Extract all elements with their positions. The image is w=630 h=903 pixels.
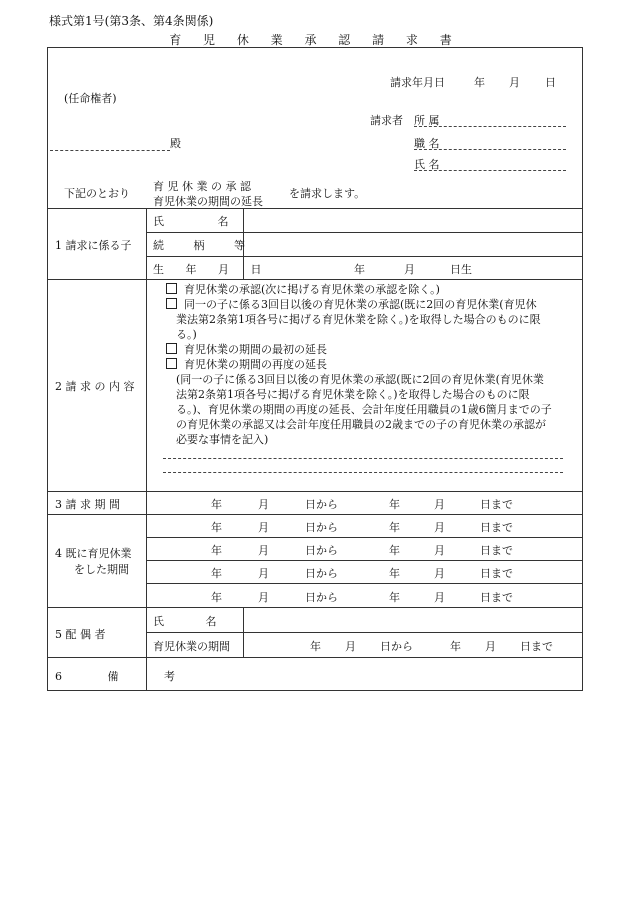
s4-from-year: 年 [211, 591, 222, 604]
s4-from-day: 日から [305, 544, 338, 557]
s4-from-month: 月 [258, 591, 269, 604]
s3-from-day: 日から [305, 498, 338, 511]
circumstance-note-5: 必要な事情を記入) [176, 433, 269, 446]
s4-to-year: 年 [389, 567, 400, 580]
s5-subcolumn-divider [243, 607, 244, 657]
s4-from-day: 日から [305, 521, 338, 534]
request-date-day: 日 [545, 76, 556, 89]
divider-s1-a [146, 232, 583, 233]
affiliation-line[interactable] [414, 126, 566, 127]
addressee-line[interactable] [50, 150, 170, 151]
s6-label: 6 備 考 [55, 670, 175, 683]
s4-to-day: 日まで [480, 567, 513, 580]
addressee-suffix: 殿 [170, 137, 181, 150]
s5-from-year: 年 [310, 640, 321, 653]
s5-leave-period-label: 育児休業の期間 [153, 640, 230, 653]
s4-to-month: 月 [434, 521, 445, 534]
divider-s4-b [146, 560, 583, 561]
s4-from-month: 月 [258, 544, 269, 557]
option-third-approval-line2: 業法第2条第1項各号に掲げる育児休業を除く。)を取得した場合のものに限 [176, 313, 541, 326]
s4-from-month: 月 [258, 567, 269, 580]
circumstance-note-2: 法第2条第1項各号に掲げる育児休業を除く。)を取得した場合のものに限 [176, 388, 530, 401]
s1-birth-year: 年 [354, 263, 365, 276]
s4-to-day: 日まで [480, 591, 513, 604]
circumstance-note-1: (同一の子に係る3回目以後の育児休業の承認(既に2回の育児休業(育児休業 [176, 373, 544, 386]
option-approval-text: 育児休業の承認(次に掲げる育児休業の承認を除く。) [184, 283, 440, 296]
s1-birth-label: 生 年 月 日 [153, 263, 268, 276]
option-third-approval-text: 同一の子に係る3回目以後の育児休業の承認(既に2回の育児休業(育児休 [184, 298, 537, 311]
s4-to-year: 年 [389, 591, 400, 604]
s5-from-month: 月 [345, 640, 356, 653]
option-first-extension-checkbox[interactable] [166, 343, 177, 354]
option-second-extension[interactable] [166, 356, 327, 372]
option-second-extension-checkbox[interactable] [166, 358, 177, 369]
s4-label-line1: 4 既に育児休業 [55, 547, 132, 560]
s1-relation-label: 続 柄 等 [153, 239, 251, 252]
intro-text: 下記のとおり [64, 187, 130, 200]
closing-text: を請求します。 [289, 187, 366, 200]
affiliation-label: 所 属 [414, 114, 440, 127]
s4-to-month: 月 [434, 544, 445, 557]
form-number: 様式第1号(第3条、第4条関係) [49, 14, 214, 28]
s3-label: 3 請 求 期 間 [55, 498, 120, 511]
circumstance-note-3: る。)、育児休業の期間の再度の延長、会計年度任用職員の1歳6箇月までの子 [176, 403, 552, 416]
form-title: 育 児 休 業 承 認 請 求 書 [169, 33, 461, 47]
s1-birth-month: 月 [404, 263, 415, 276]
label-column-divider [146, 208, 147, 691]
divider-s4-c [146, 583, 583, 584]
divider-s1-end [47, 279, 583, 280]
request-date-label: 請求年月日 [390, 76, 445, 89]
s3-to-day: 日まで [480, 498, 513, 511]
divider-s1-b [146, 256, 583, 257]
option-approval[interactable] [166, 281, 440, 297]
divider-s4-a [146, 537, 583, 538]
divider-s2-end [47, 491, 583, 492]
appointing-authority: (任命権者) [64, 92, 117, 105]
s4-from-year: 年 [211, 567, 222, 580]
s4-to-month: 月 [434, 591, 445, 604]
s4-from-day: 日から [305, 591, 338, 604]
s4-label-line2: をした期間 [74, 563, 129, 576]
s1-birth-day: 日生 [450, 263, 472, 276]
s5-name-label: 氏 名 [153, 615, 217, 628]
s4-from-year: 年 [211, 521, 222, 534]
s4-from-day: 日から [305, 567, 338, 580]
s3-to-year: 年 [389, 498, 400, 511]
option-first-extension-text: 育児休業の期間の最初の延長 [184, 343, 327, 356]
s5-from-day: 日から [380, 640, 413, 653]
divider-s5-a [146, 632, 583, 633]
divider-s5-end [47, 657, 583, 658]
s3-from-year: 年 [211, 498, 222, 511]
request-date-month: 月 [509, 76, 520, 89]
circumstance-note-4: の育児休業の承認又は会計年度任用職員の2歳までの子の育児休業の承認が [176, 418, 546, 431]
s3-from-month: 月 [258, 498, 269, 511]
circumstance-line-2[interactable] [163, 472, 563, 473]
divider-header [47, 208, 583, 209]
s3-to-month: 月 [434, 498, 445, 511]
divider-s4-end [47, 607, 583, 608]
s4-to-year: 年 [389, 521, 400, 534]
choice-approval: 育 児 休 業 の 承 認 [153, 180, 251, 193]
s5-label: 5 配 偶 者 [55, 628, 106, 641]
s4-to-day: 日まで [480, 544, 513, 557]
circumstance-line-1[interactable] [163, 458, 563, 459]
name-line[interactable] [414, 170, 566, 171]
option-approval-checkbox[interactable] [166, 283, 177, 294]
s4-to-year: 年 [389, 544, 400, 557]
s5-to-year: 年 [450, 640, 461, 653]
s1-label: 1 請求に係る子 [55, 239, 132, 252]
choice-extension: 育児休業の期間の延長 [153, 195, 263, 208]
name-label: 氏 名 [414, 158, 440, 171]
option-first-extension[interactable] [166, 341, 327, 357]
position-label: 職 名 [414, 137, 440, 150]
requester-label: 請求者 [370, 114, 403, 127]
position-line[interactable] [414, 149, 566, 150]
s5-to-day: 日まで [520, 640, 553, 653]
s4-from-year: 年 [211, 544, 222, 557]
option-third-approval[interactable] [166, 296, 537, 312]
s4-to-month: 月 [434, 567, 445, 580]
s5-to-month: 月 [485, 640, 496, 653]
s2-label: 2 請 求 の 内 容 [55, 380, 135, 393]
s4-from-month: 月 [258, 521, 269, 534]
divider-s3-end [47, 514, 583, 515]
s1-name-label: 氏 名 [153, 215, 235, 228]
option-third-approval-checkbox[interactable] [166, 298, 177, 309]
request-date-year: 年 [474, 76, 485, 89]
option-third-approval-line3: る。) [176, 328, 197, 341]
option-second-extension-text: 育児休業の期間の再度の延長 [184, 358, 327, 371]
s4-to-day: 日まで [480, 521, 513, 534]
